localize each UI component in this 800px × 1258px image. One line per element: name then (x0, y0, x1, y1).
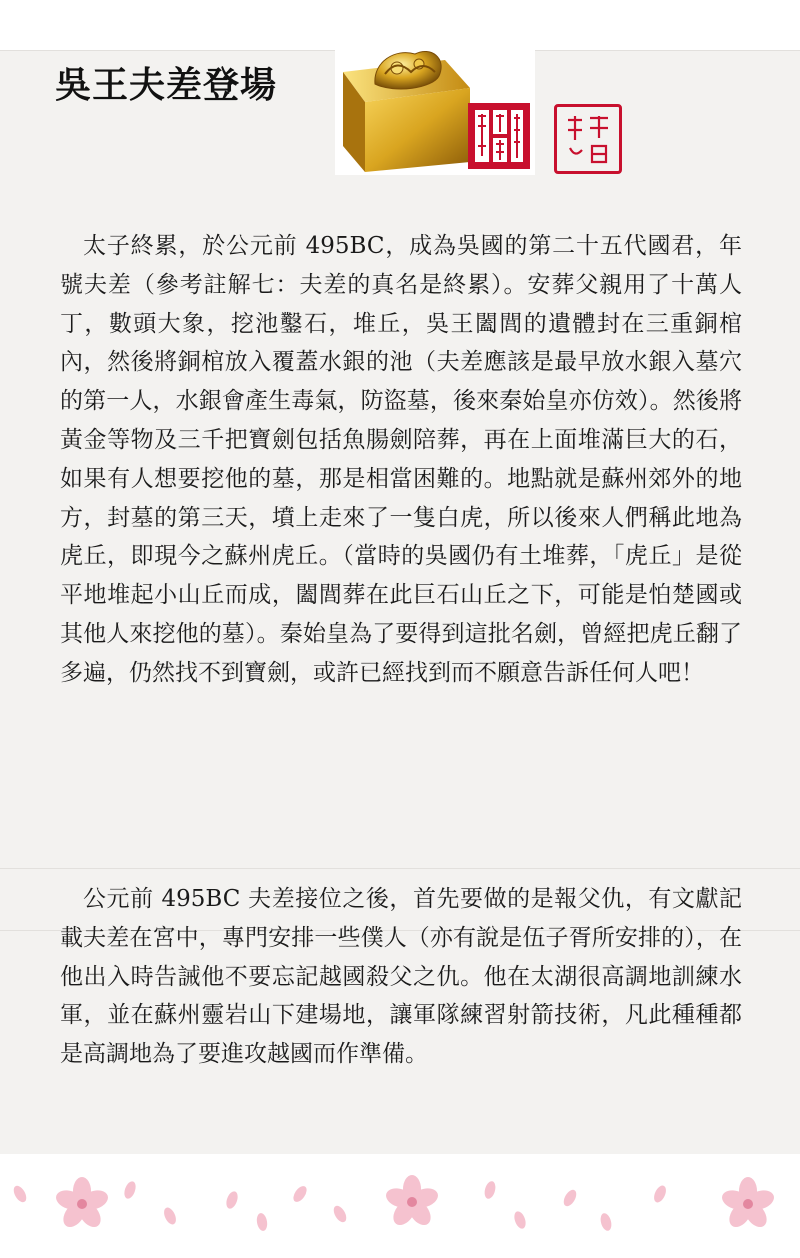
seal-stamp-icon (471, 106, 527, 166)
article-paragraph: 公元前 495BC 夫差接位之後，首先要做的是報父仇，有文獻記載夫差在宮中，專門安排一些僕人（亦有說是伍子胥所安排的），在他出入時告誡他不要忘記越國殺父之仇。他在太湖很高調地訓練水軍，並在蘇州靈岩山下建場地，讓軍隊練習射箭技術，凡此種種都是高調地為了要進攻越國而作準備。 (60, 886, 742, 1068)
footer-decoration (0, 1154, 800, 1254)
divider (0, 868, 800, 869)
seal-stamp-icon (560, 110, 616, 168)
article-paragraph: 太子終累，於公元前 495BC，成為吳國的第二十五代國君，年號夫差（參考註解七：夫差的真名是終累）。安葬父親用了十萬人丁，數頭大象，挖池鑿石，堆丘，吳王闔閭的遺體封在三重銅棺內，然後將銅棺放入覆蓋水銀的池（夫差應該是最早放水銀入墓穴的第一人，水銀會產生毒氣，防盜墓，後來秦始皇亦仿效）。然後將黃金等物及三千把寶劍包括魚腸劍陪葬，再在上面堆滿巨大的石，如果有人想要挖他的墓，那是相當困難的。地點就是蘇州郊外的地方，封墓的第三天，墳上走來了一隻白虎，所以後來人們稱此地為虎丘，即現今之蘇州虎丘。（當時的吳國仍有土堆葬，「虎丘」是從平地堆起小山丘而成，闔閭葬在此巨石山丘之下，可能是怕楚國或其他人來挖他的墓）。秦始皇為了要得到這批名劍，曾經把虎丘翻了多遍，仍然找不到寶劍，或許已經找到而不願意告訴任何人吧！ (60, 233, 742, 686)
seal-stamp-square (468, 103, 530, 169)
page-title: 吳王夫差登場 (55, 65, 278, 106)
seal-stamp-round (554, 104, 622, 174)
cherry-blossom-icon (0, 1154, 800, 1254)
